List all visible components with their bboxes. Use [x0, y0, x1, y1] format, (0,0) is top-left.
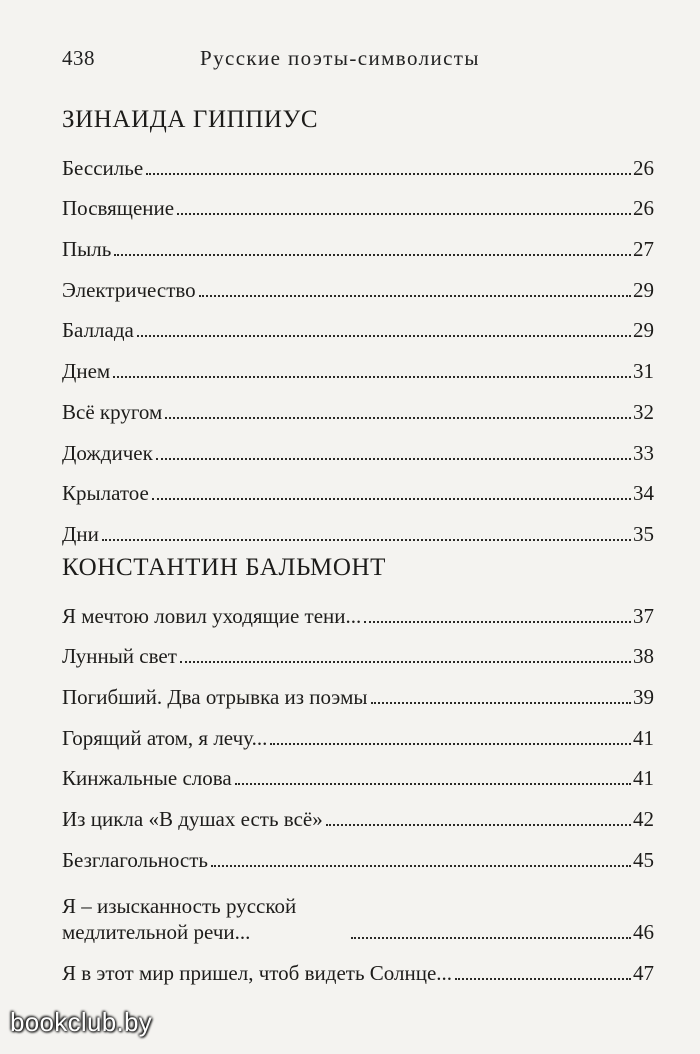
entry-title: Безглагольность — [62, 847, 208, 872]
dot-leader — [211, 865, 631, 867]
entry-page: 38 — [633, 644, 654, 669]
toc-entry — [62, 384, 654, 425]
toc-entry — [62, 343, 654, 384]
entry-title: Пыль — [62, 237, 112, 262]
dot-leader — [137, 335, 631, 337]
toc-entry — [62, 791, 654, 832]
page-number: 438 — [62, 46, 95, 70]
entry-title: Погибший. Два отрывка из поэмы — [62, 685, 368, 710]
dot-leader — [152, 498, 631, 500]
toc-entry — [62, 181, 654, 222]
toc-entry — [62, 710, 654, 751]
entry-page: 46 — [633, 919, 654, 944]
toc-entry — [62, 303, 654, 344]
dot-leader — [177, 213, 631, 215]
toc-section-gippius — [62, 106, 654, 547]
entry-page: 33 — [633, 440, 654, 465]
dot-leader — [146, 173, 631, 175]
toc-entry — [62, 140, 654, 181]
entry-page: 27 — [633, 237, 654, 262]
dot-leader — [113, 376, 631, 378]
dot-leader — [114, 254, 631, 256]
toc-entry — [62, 945, 654, 986]
entry-page: 29 — [633, 277, 654, 302]
entry-title: Баллада — [62, 318, 134, 343]
dot-leader — [455, 978, 631, 980]
dot-leader — [364, 621, 631, 623]
dot-leader — [180, 661, 631, 663]
site-watermark: bookclub.by — [10, 1007, 153, 1037]
dot-leader — [270, 743, 631, 745]
toc-entry — [62, 466, 654, 507]
entry-title: Электричество — [62, 277, 196, 302]
entry-title: Я – изысканность русской медлительной речи... — [62, 893, 297, 944]
toc-entry — [62, 669, 654, 710]
entry-page: 37 — [633, 603, 654, 628]
entry-page: 42 — [633, 807, 654, 832]
entry-title: Дни — [62, 521, 99, 546]
toc-list — [62, 588, 654, 986]
entry-title: Дождичек — [62, 440, 153, 465]
entry-page: 45 — [633, 847, 654, 872]
dot-leader — [371, 702, 631, 704]
dot-leader — [102, 539, 631, 541]
toc-list — [62, 140, 654, 547]
running-title: Русские поэты-символисты — [200, 46, 480, 70]
author-heading: КОНСТАНТИН БАЛЬМОНТ — [62, 554, 386, 581]
toc-entry — [62, 832, 654, 873]
entry-page: 39 — [633, 685, 654, 710]
entry-page: 47 — [633, 960, 654, 985]
entry-page: 41 — [633, 766, 654, 791]
toc-entry — [62, 262, 654, 303]
entry-page: 31 — [633, 359, 654, 384]
entry-title: Посвящение — [62, 196, 175, 221]
entry-page: 26 — [633, 196, 654, 221]
entry-title: Я мечтою ловил уходящие тени... — [62, 603, 362, 628]
toc-entry — [62, 873, 654, 945]
author-heading: ЗИНАИДА ГИППИУС — [62, 106, 319, 133]
dot-leader — [165, 417, 631, 419]
entry-title: Из цикла «В душах есть всё» — [62, 807, 323, 832]
toc-entry — [62, 588, 654, 629]
toc-entry — [62, 425, 654, 466]
toc-section-balmont — [62, 554, 654, 986]
dot-leader — [235, 783, 631, 785]
toc-entry — [62, 221, 654, 262]
entry-page: 29 — [633, 318, 654, 343]
dot-leader — [326, 824, 631, 826]
entry-page: 34 — [633, 481, 654, 506]
entry-title: Бессилье — [62, 155, 144, 180]
dot-leader — [351, 937, 631, 939]
entry-title: Всё кругом — [62, 399, 163, 424]
entry-page: 35 — [633, 521, 654, 546]
dot-leader — [156, 458, 631, 460]
toc-entry — [62, 751, 654, 792]
entry-page: 32 — [633, 399, 654, 424]
entry-page: 26 — [633, 155, 654, 180]
toc-entry — [62, 506, 654, 547]
dot-leader — [199, 295, 631, 297]
entry-title: Кинжальные слова — [62, 766, 232, 791]
toc-entry — [62, 629, 654, 670]
entry-title: Лунный свет — [62, 644, 177, 669]
entry-title: Днем — [62, 359, 111, 384]
entry-title: Крылатое — [62, 481, 149, 506]
entry-page: 41 — [633, 725, 654, 750]
entry-title: Я в этот мир пришел, чтоб видеть Солнце... — [62, 960, 453, 985]
entry-title: Горящий атом, я лечу... — [62, 725, 268, 750]
